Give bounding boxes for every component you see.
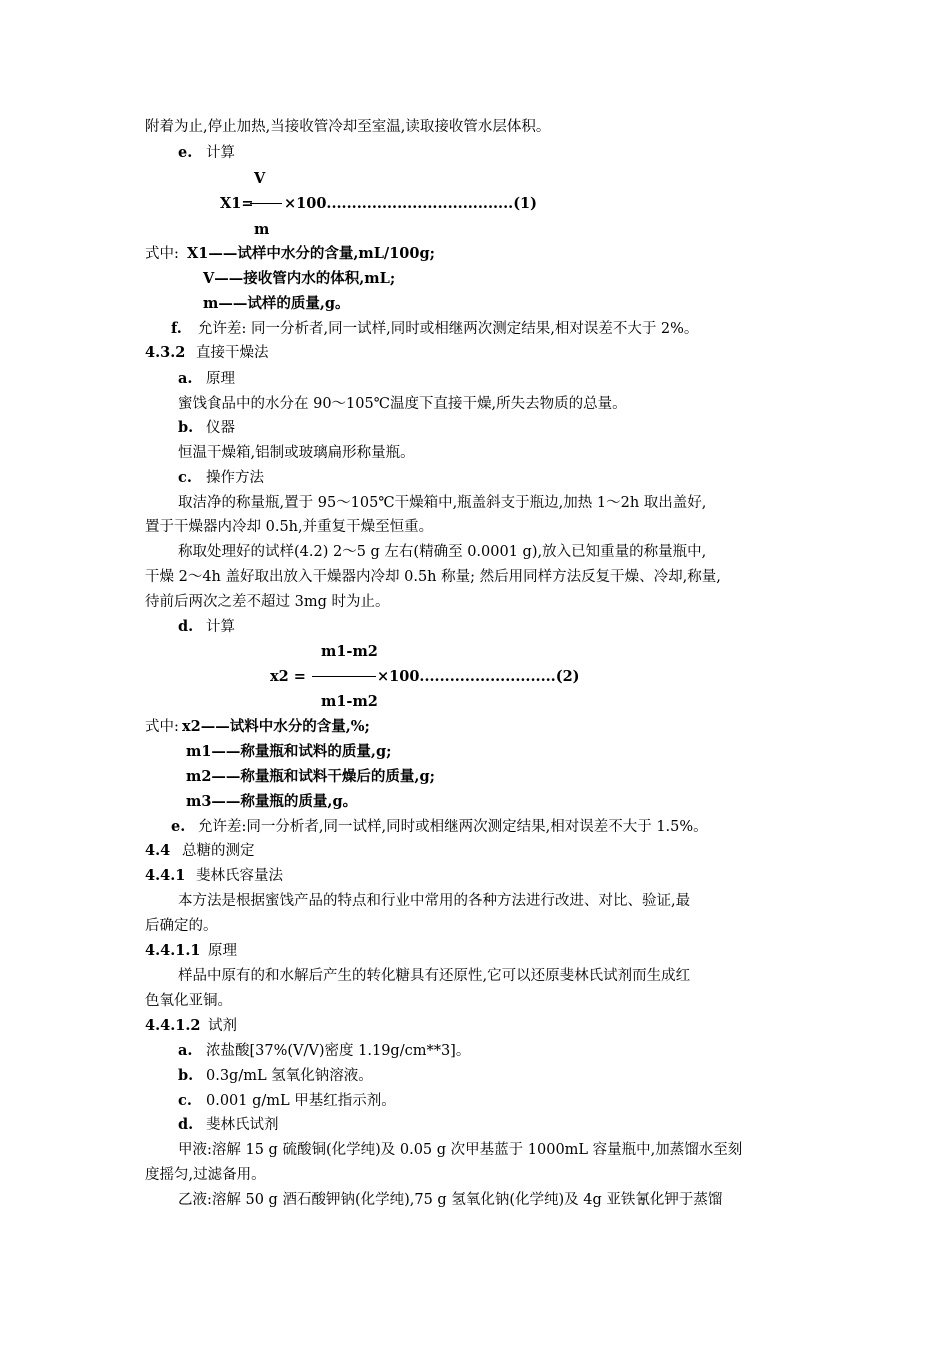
paragraph-line: 样品中原有的和水解后产生的转化糖具有还原性,它可以还原斐林氏试剂而生成红 — [178, 968, 691, 984]
section-number: 4.3.2 — [145, 344, 186, 361]
formula-numerator: V — [254, 170, 266, 187]
section-title: 斐林氏容量法 — [196, 868, 283, 884]
item-label: c. — [178, 1092, 192, 1109]
reagent-line: 0.3g/mL 氢氧化钠溶液。 — [206, 1068, 373, 1084]
section-number: 4.4.1 — [145, 867, 186, 884]
section-title: 总糖的测定 — [182, 843, 255, 859]
section-number: 4.4 — [145, 842, 171, 859]
formula-denominator: m — [254, 221, 270, 238]
item-label: a. — [178, 370, 193, 387]
variable-definition: x2——试料中水分的含量,%; — [182, 718, 370, 735]
section-title: 原理 — [208, 943, 237, 959]
item-label: a. — [178, 1042, 193, 1059]
item-label: d. — [178, 1116, 194, 1133]
variable-definition: X1——试样中水分的含量,mL/100g; — [187, 245, 435, 262]
fraction-bar — [312, 676, 376, 677]
paragraph-line: 蜜饯食品中的水分在 90～105℃温度下直接干燥,所失去物质的总量。 — [178, 396, 627, 412]
paragraph-line: 甲液:溶解 15 g 硫酸铜(化学纯)及 0.05 g 次甲基蓝于 1000mL 容量瓶中,加蒸馏水至刻 — [178, 1142, 743, 1158]
item-label: e. — [171, 818, 186, 835]
fraction-bar — [250, 203, 282, 204]
reagent-line: 0.001 g/mL 甲基红指示剂。 — [206, 1093, 396, 1109]
paragraph-line: 允许差:同一分析者,同一试样,同时或相继两次测定结果,相对误差不大于 1.5%。 — [198, 819, 708, 835]
item-title: 原理 — [206, 371, 235, 387]
item-label: c. — [178, 469, 192, 486]
variable-definition: m3——称量瓶的质量,g。 — [186, 793, 358, 810]
paragraph-line: 干燥 2～4h 盖好取出放入干燥器内冷却 0.5h 称量; 然后用同样方法反复干燥、冷却,称量, — [145, 569, 721, 585]
paragraph-line: 附着为止,停止加热,当接收管冷却至室温,读取接收管水层体积。 — [145, 119, 551, 135]
item-label: e. — [178, 144, 193, 161]
item-title: 操作方法 — [206, 470, 264, 486]
formula-rhs: ×100.....................................(1) — [284, 195, 538, 212]
paragraph-line: 本方法是根据蜜饯产品的特点和行业中常用的各种方法进行改进、对比、验证,最 — [178, 893, 691, 909]
item-title: 仪器 — [206, 420, 235, 436]
paragraph-line: 称取处理好的试样(4.2) 2～5 g 左右(精确至 0.0001 g),放入已知重量的称量瓶中, — [178, 544, 707, 560]
item-label: b. — [178, 419, 194, 436]
item-label: b. — [178, 1067, 194, 1084]
formula-rhs: ×100...........................(2) — [377, 668, 580, 685]
paragraph-line: 允许差: 同一分析者,同一试样,同时或相继两次测定结果,相对误差不大于 2%。 — [198, 321, 699, 337]
formula-denominator: m1-m2 — [321, 693, 378, 710]
section-title: 试剂 — [208, 1018, 237, 1034]
variable-definition: m——试样的质量,g。 — [203, 295, 350, 312]
paragraph-line: 乙液:溶解 50 g 酒石酸钾钠(化学纯),75 g 氢氧化钠(化学纯)及 4g 亚铁氰化钾于蒸馏 — [178, 1192, 723, 1208]
reagent-line: 浓盐酸[37%(V/V)密度 1.19g/cm**3]。 — [206, 1043, 471, 1059]
reagent-line: 斐林氏试剂 — [206, 1117, 279, 1133]
paragraph-line: 取洁净的称量瓶,置于 95～105℃干燥箱中,瓶盖斜支于瓶边,加热 1～2h 取出盖好, — [178, 495, 707, 511]
item-title: 计算 — [206, 619, 235, 635]
section-number: 4.4.1.1 — [145, 942, 201, 959]
item-title: 计算 — [206, 145, 235, 161]
paragraph-line: 色氧化亚铜。 — [145, 993, 232, 1009]
where-label: 式中: — [145, 246, 179, 262]
variable-definition: V——接收管内水的体积,mL; — [203, 270, 396, 287]
item-label: f. — [171, 320, 182, 337]
formula-lhs: X1= — [220, 195, 254, 212]
where-label: 式中: — [145, 719, 179, 735]
section-title: 直接干燥法 — [196, 345, 269, 361]
paragraph-line: 度摇匀,过滤备用。 — [145, 1167, 266, 1183]
paragraph-line: 待前后两次之差不超过 3mg 时为止。 — [145, 594, 390, 610]
variable-definition: m2——称量瓶和试料干燥后的质量,g; — [186, 768, 435, 785]
section-number: 4.4.1.2 — [145, 1017, 201, 1034]
item-label: d. — [178, 618, 194, 635]
paragraph-line: 恒温干燥箱,铝制或玻璃扁形称量瓶。 — [178, 445, 415, 461]
paragraph-line: 后确定的。 — [145, 918, 218, 934]
paragraph-line: 置于干燥器内冷却 0.5h,并重复干燥至恒重。 — [145, 519, 434, 535]
variable-definition: m1——称量瓶和试料的质量,g; — [186, 743, 392, 760]
formula-numerator: m1-m2 — [321, 643, 378, 660]
formula-lhs: x2 = — [270, 668, 306, 685]
